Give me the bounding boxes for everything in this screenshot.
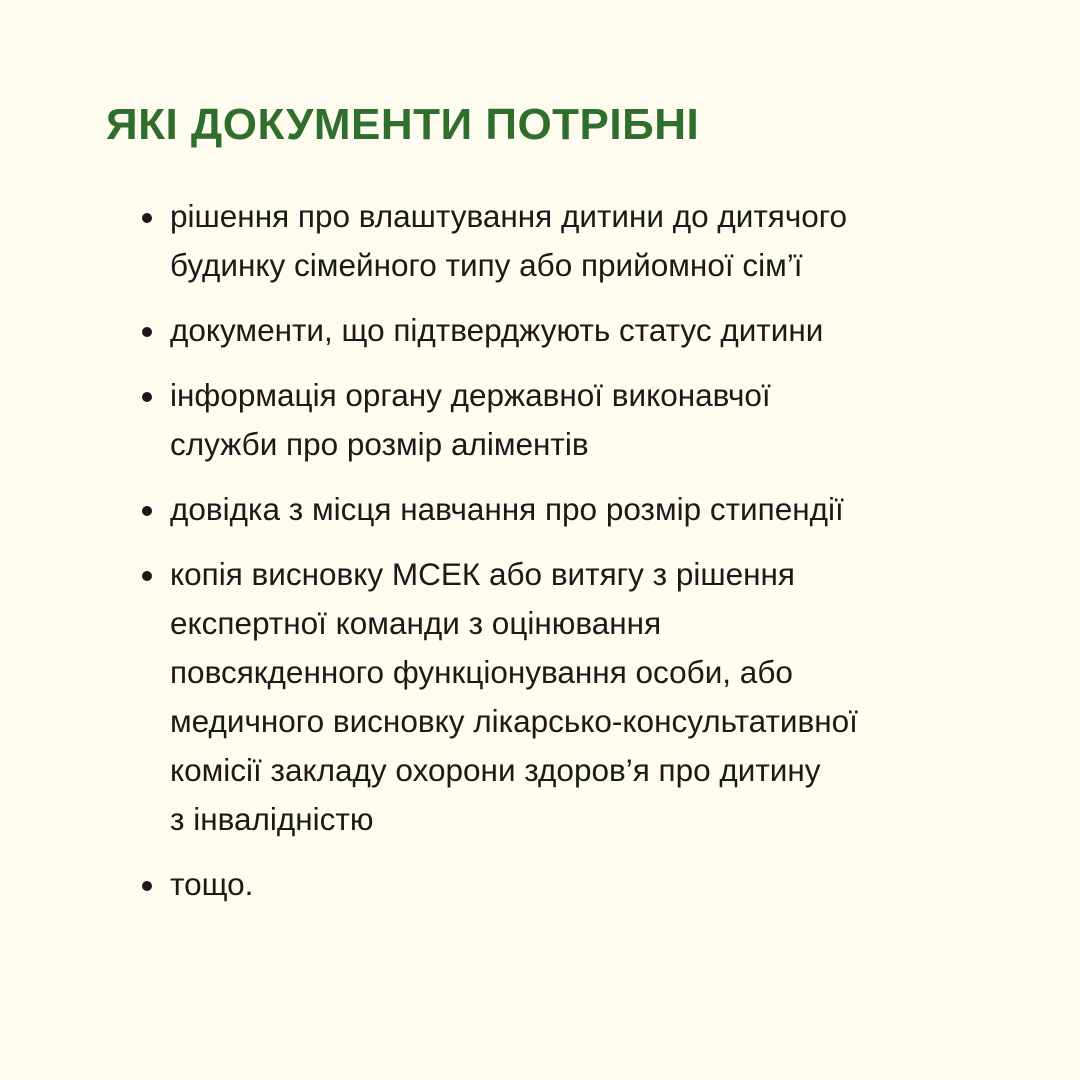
list-item-line: інформація органу державної виконавчої: [170, 377, 771, 413]
list-item-line: тощо.: [170, 866, 254, 902]
bullet-icon: [142, 506, 152, 516]
list-item-line: копія висновку МСЕК або витягу з рішення: [170, 556, 795, 592]
list-item-line: повсякденного функціонування особи, або: [170, 654, 793, 690]
list-item-line: експертної команди з оцінювання: [170, 605, 662, 641]
bullet-icon: [142, 392, 152, 402]
list-item: [170, 860, 1030, 909]
list-item-line: з інвалідністю: [170, 801, 374, 837]
list-item: [170, 306, 1030, 355]
list-item-line: рішення про влаштування дитини до дитячого: [170, 198, 848, 234]
list-item-line: документи, що підтверджують статус дитини: [170, 312, 824, 348]
bullet-icon: [142, 327, 152, 337]
list-item: [170, 485, 1030, 534]
list-item-line: служби про розмір аліментів: [170, 426, 589, 462]
list-item-line: медичного висновку лікарсько-консультативної: [170, 703, 858, 739]
page-title: ЯКІ ДОКУМЕНТИ ПОТРІБНІ: [106, 100, 700, 149]
bullet-icon: [142, 881, 152, 891]
list-item-line: довідка з місця навчання про розмір стипендії: [170, 491, 844, 527]
bullet-icon: [142, 213, 152, 223]
list-item: [170, 550, 1030, 844]
list-item: [170, 371, 1030, 469]
documents-list: [170, 192, 1030, 925]
bullet-icon: [142, 571, 152, 581]
list-item-line: будинку сімейного типу або прийомної сім’ї: [170, 247, 803, 283]
list-item-line: комісії закладу охорони здоров’я про дитину: [170, 752, 821, 788]
list-item: [170, 192, 1030, 290]
